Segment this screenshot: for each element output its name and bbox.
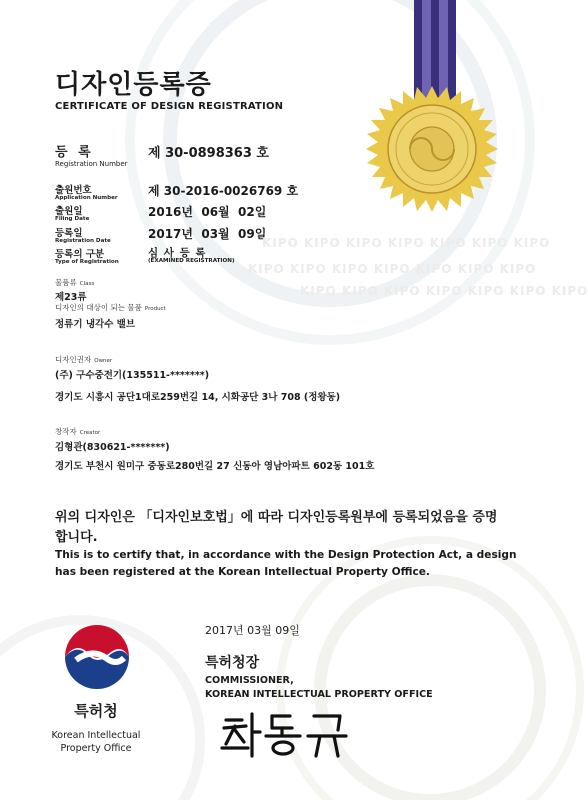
registration-type-label: 등록의 구분	[55, 249, 105, 260]
commissioner-title-korean: 특허청장	[205, 655, 260, 671]
application-label-en: Application Number	[55, 195, 118, 201]
filing-date-label: 출원일	[55, 206, 83, 217]
commissioner-signature	[216, 700, 356, 762]
application-number: 제 30-2016-0026769 호	[148, 184, 299, 198]
commissioner-title-line2: KOREAN INTELLECTUAL PROPERTY OFFICE	[205, 689, 433, 700]
registration-type-label-en: Type of Registration	[55, 259, 119, 265]
registration-date-label-en: Registration Date	[55, 238, 111, 244]
title-korean: 디자인등록증	[55, 70, 212, 100]
kipo-watermark: KIPO KIPO KIPO KIPO KIPO KIPO KIPO	[248, 262, 537, 276]
owner-name: (주) 구수중전기(135511-*******)	[55, 370, 210, 381]
issue-date: 2017년 03월 09일	[205, 624, 300, 637]
application-label: 출원번호	[55, 185, 92, 196]
registration-type: 심 사 등 록	[148, 247, 207, 259]
creator-name: 김형관(830621-*******)	[55, 442, 170, 453]
gold-seal-icon	[362, 84, 502, 224]
registration-label: 등 록	[55, 145, 94, 160]
filing-date-label-en: Filing Date	[55, 216, 90, 222]
product-value: 정류기 냉각수 밸브	[55, 319, 136, 330]
creator-address: 경기도 부천시 원미구 중동로280번길 27 신동아 영남아파트 602동 101호	[55, 461, 375, 472]
registration-number: 제 30-0898363 호	[148, 146, 269, 161]
office-name-korean: 특허청	[74, 702, 118, 720]
title-english: CERTIFICATE OF DESIGN REGISTRATION	[55, 101, 284, 112]
creator-label: 창작자 Creator	[55, 427, 101, 436]
class-label: 물품류 Class	[55, 278, 95, 287]
office-name-english-line1: Korean Intellectual	[51, 730, 141, 741]
owner-address: 경기도 시흥시 공단1대로259번길 14, 시화공단 3나 708 (정왕동)	[55, 392, 341, 403]
kipo-watermark: KIPO KIPO KIPO KIPO KIPO KIPO KIPO	[300, 284, 588, 298]
kipo-watermark: KIPO KIPO KIPO KIPO KIPO KIPO KIPO	[262, 236, 551, 250]
certification-text-korean: 위의 디자인은 「디자인보호법」에 따라 디자인등록원부에 등록되었음을 증명합니다.	[55, 510, 498, 545]
registration-label-en: Registration Number	[55, 160, 128, 168]
office-name-english-line2: Property Office	[60, 743, 132, 754]
class-value: 제23류	[55, 292, 87, 303]
registration-date-label: 등록일	[55, 228, 83, 239]
owner-label: 디자인권자 Owner	[55, 355, 113, 364]
filing-date: 2016년 06월 02일	[148, 205, 267, 219]
registration-type-en: (EXAMINED REGISTRATION)	[148, 258, 235, 264]
kipo-logo-icon	[62, 622, 132, 692]
registration-date: 2017년 03월 09일	[148, 227, 267, 241]
commissioner-title-line1: COMMISSIONER,	[205, 675, 294, 686]
product-label: 디자인의 대상이 되는 물품 Product	[55, 303, 166, 312]
certification-text-english: This is to certify that, in accordance with the Design Protection Act, a design has been registered at the Korean Intellectual Property Office.	[55, 549, 517, 578]
